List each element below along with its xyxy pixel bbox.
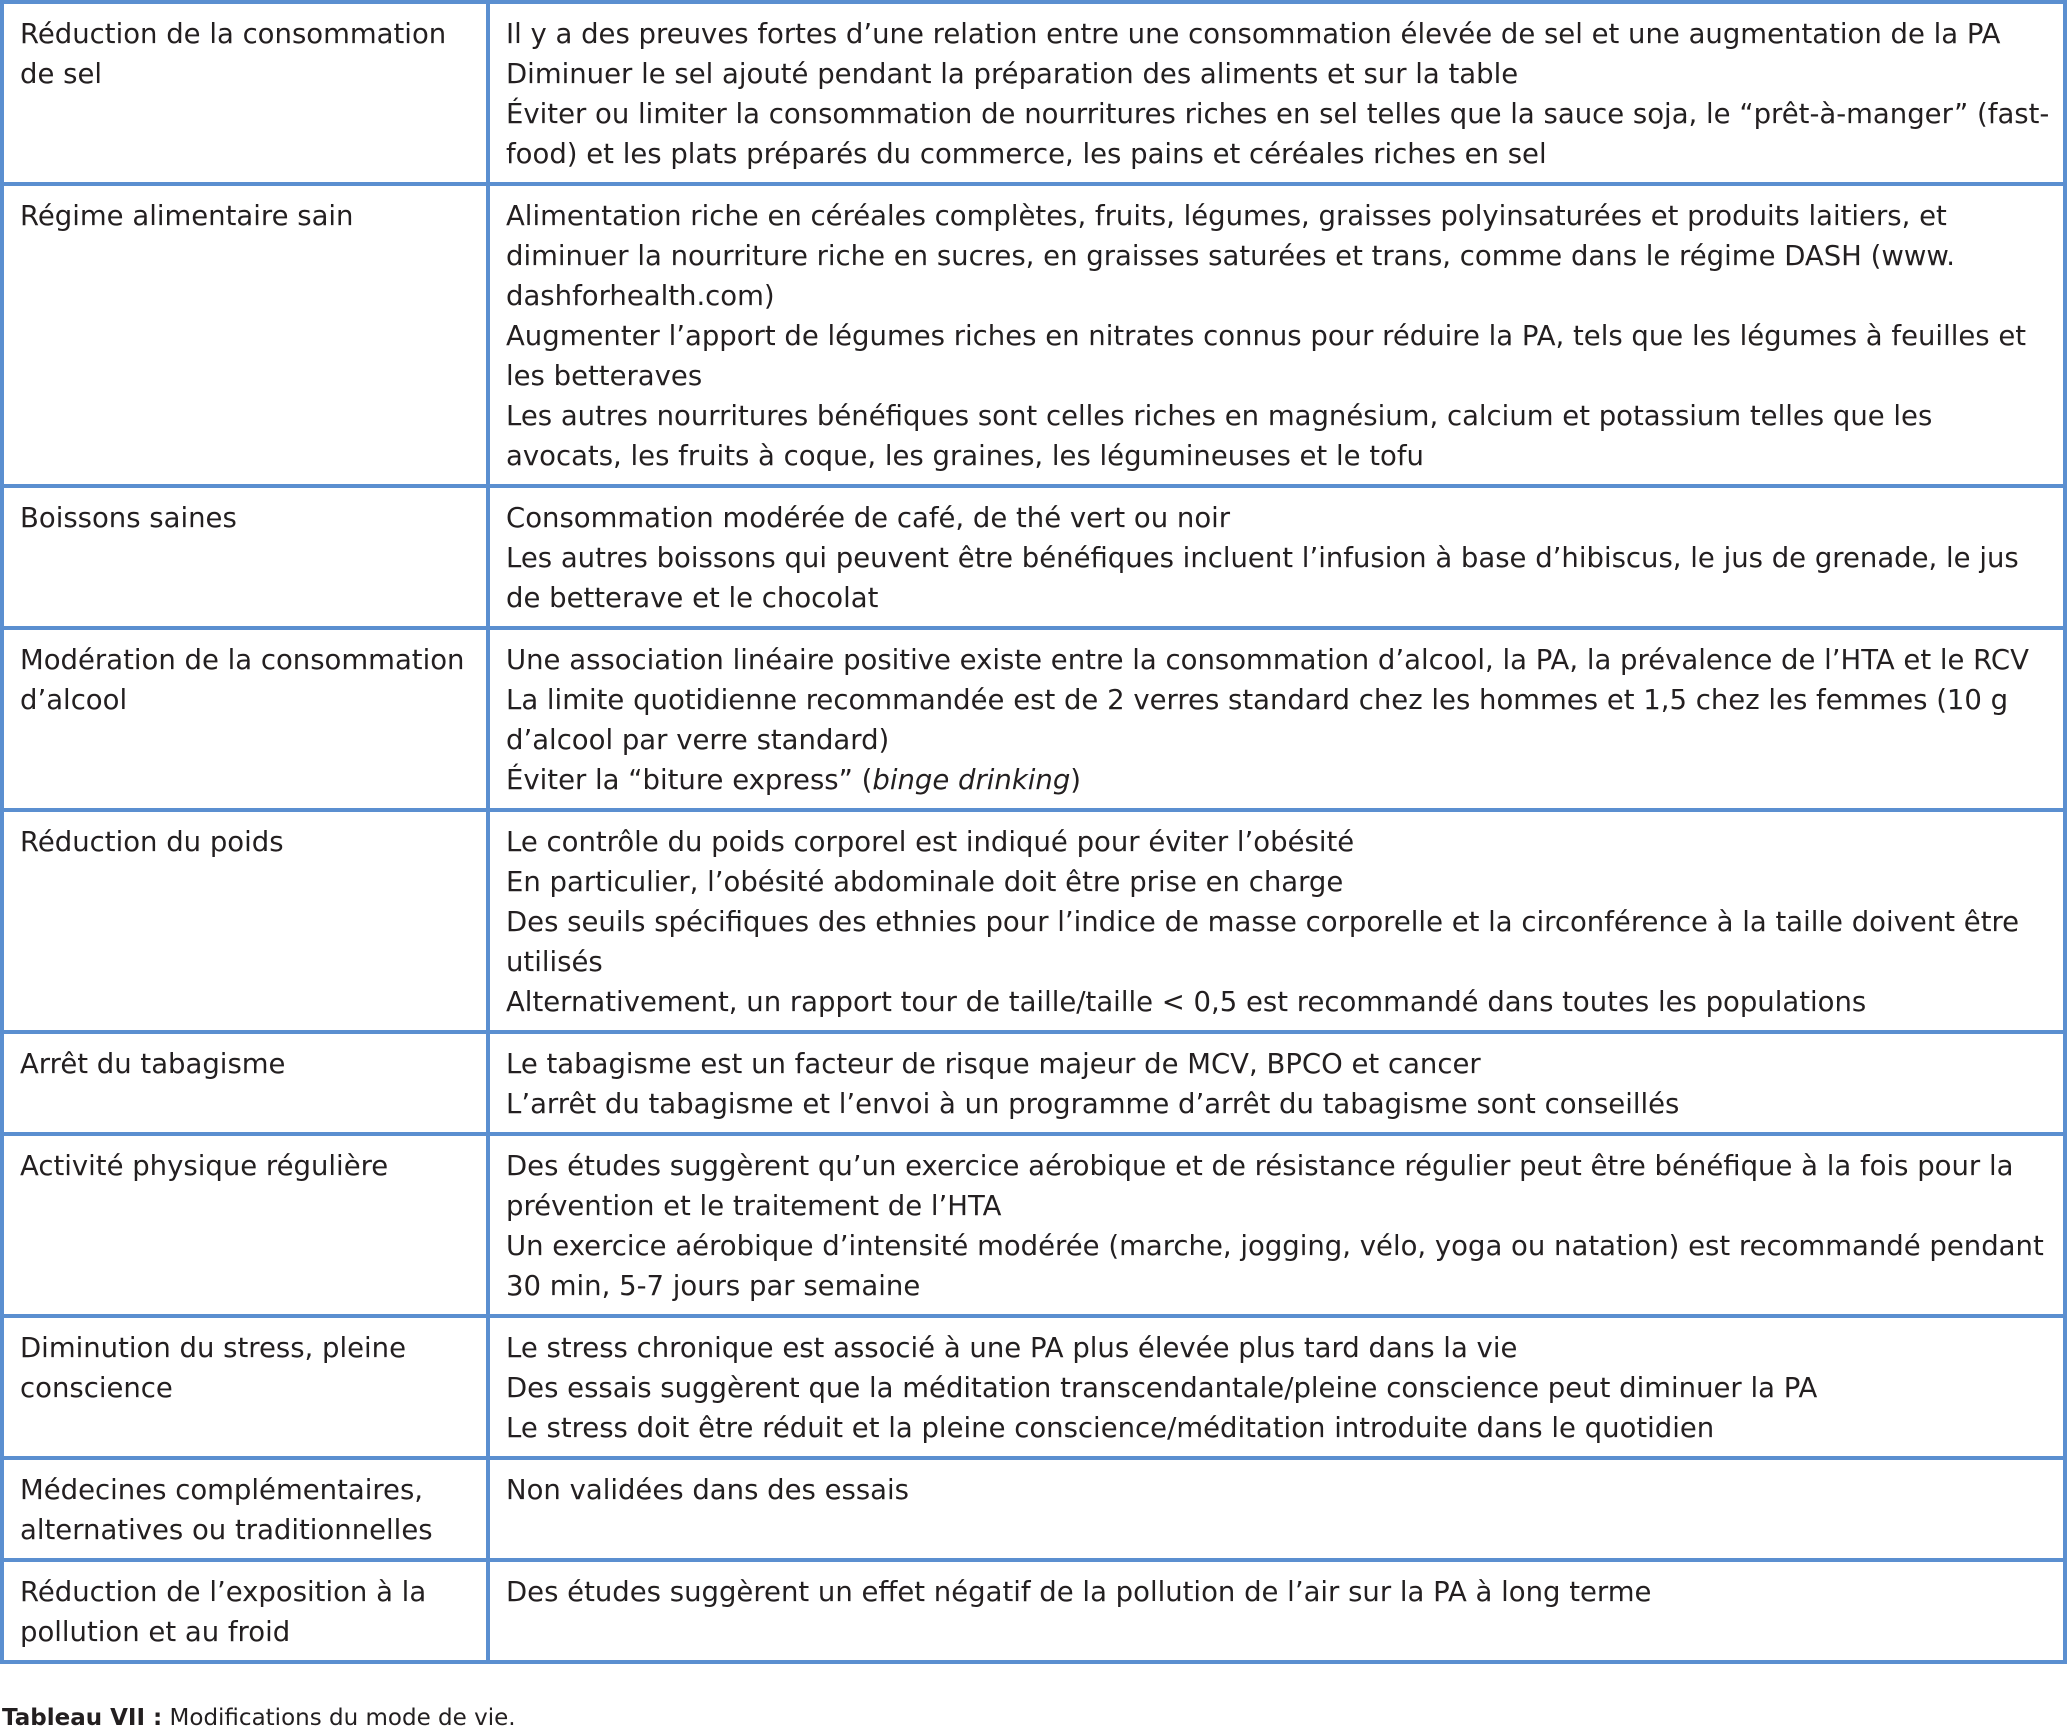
table-row: [2, 1032, 2065, 1134]
table-row: [2, 628, 2065, 810]
detail-line: Éviter ou limiter la consommation de nourritures riches en sel telles que la sauce soja, le “prêt-à-manger” (fast-food) et les plats préparés du commerce, les pains et céréales riches en sel: [506, 98, 2050, 170]
table-row: [2, 1560, 2065, 1662]
category-cell: Activité physique régulière: [2, 1134, 488, 1316]
details-cell: [488, 184, 2065, 486]
detail-line-binge-drinking: [506, 760, 2053, 800]
category-cell: Réduction de la consommation de sel: [2, 2, 488, 184]
detail-line: Diminuer le sel ajouté pendant la préparation des aliments et sur la table: [506, 58, 1519, 90]
detail-text-before: Éviter la “biture express” (: [506, 764, 873, 796]
detail-line: Des études suggèrent qu’un exercice aérobique et de résistance régulier peut être bénéfique à la fois pour la prévention et le traitement de l’HTA: [506, 1150, 2014, 1222]
detail-line: Le contrôle du poids corporel est indiqué pour éviter l’obésité: [506, 826, 1355, 858]
detail-line: Non validées dans des essais: [506, 1474, 909, 1506]
category-cell: Médecines complémentaires, alternatives ou traditionnelles: [2, 1458, 488, 1560]
details-cell: [488, 486, 2065, 628]
table-row: [2, 1134, 2065, 1316]
detail-line: Une association linéaire positive existe entre la consommation d’alcool, la PA, la prévalence de l’HTA et le RCV: [506, 644, 2029, 676]
detail-line: Les autres boissons qui peuvent être bénéfiques incluent l’infusion à base d’hibiscus, le jus de grenade, le jus de betterave et le chocolat: [506, 542, 2019, 614]
detail-line: Augmenter l’apport de légumes riches en nitrates connus pour réduire la PA, tels que les légumes à feuilles et les betteraves: [506, 320, 2027, 392]
category-cell: Boissons saines: [2, 486, 488, 628]
category-cell: Réduction de l’exposition à la pollution et au froid: [2, 1560, 488, 1662]
detail-line: Consommation modérée de café, de thé vert ou noir: [506, 502, 1231, 534]
table-row: [2, 184, 2065, 486]
detail-line: Un exercice aérobique d’intensité modérée (marche, jogging, vélo, yoga ou natation) est recommandé pendant 30 min, 5-7 jours par semaine: [506, 1230, 2044, 1302]
details-cell: [488, 1458, 2065, 1560]
details-cell: [488, 2, 2065, 184]
details-cell: [488, 628, 2065, 810]
detail-line: Le stress doit être réduit et la pleine conscience/méditation introduite dans le quotidien: [506, 1412, 1715, 1444]
detail-line: Alternativement, un rapport tour de taille/taille < 0,5 est recommandé dans toutes les populations: [506, 986, 1867, 1018]
category-cell: Réduction du poids: [2, 810, 488, 1032]
detail-line: Des seuils spécifiques des ethnies pour l’indice de masse corporelle et la circonférence à la taille doivent être utilisés: [506, 906, 2020, 978]
table-row: [2, 2, 2065, 184]
details-cell: [488, 1560, 2065, 1662]
table-caption: [2, 1704, 516, 1732]
caption-text: Modifications du mode de vie.: [162, 1705, 516, 1731]
details-cell: [488, 810, 2065, 1032]
table-row: [2, 486, 2065, 628]
category-cell: Diminution du stress, pleine conscience: [2, 1316, 488, 1458]
table-row: [2, 1316, 2065, 1458]
table-row: [2, 810, 2065, 1032]
category-cell: Arrêt du tabagisme: [2, 1032, 488, 1134]
detail-text-italic: binge drinking: [872, 764, 1071, 796]
caption-label: Tableau VII :: [2, 1705, 163, 1731]
category-cell: Régime alimentaire sain: [2, 184, 488, 486]
category-cell: Modération de la consommation d’alcool: [2, 628, 488, 810]
detail-line: L’arrêt du tabagisme et l’envoi à un programme d’arrêt du tabagisme sont conseillés: [506, 1088, 1680, 1120]
details-cell: [488, 1316, 2065, 1458]
table-row: [2, 1458, 2065, 1560]
detail-line: Le stress chronique est associé à une PA plus élevée plus tard dans la vie: [506, 1332, 1518, 1364]
detail-line: Les autres nourritures bénéfiques sont celles riches en magnésium, calcium et potassium telles que les avocats, les fruits à coque, les graines, les légumineuses et le tofu: [506, 400, 1933, 472]
detail-line: La limite quotidienne recommandée est de 2 verres standard chez les hommes et 1,5 chez les femmes (10 g d’alcool par verre standard): [506, 684, 2009, 756]
detail-line: Alimentation riche en céréales complètes, fruits, légumes, graisses polyinsaturées et produits laitiers, et diminuer la nourriture riche en sucres, en graisses saturées et trans, comme dans le régime DASH (www. dashforhealth.com): [506, 200, 1956, 312]
detail-line: Des essais suggèrent que la méditation transcendantale/pleine conscience peut diminuer la PA: [506, 1372, 1818, 1404]
detail-line: Il y a des preuves fortes d’une relation entre une consommation élevée de sel et une augmentation de la PA: [506, 18, 2001, 50]
details-cell: [488, 1134, 2065, 1316]
detail-line: En particulier, l’obésité abdominale doit être prise en charge: [506, 866, 1344, 898]
details-cell: [488, 1032, 2065, 1134]
detail-text-after: ): [1070, 764, 1082, 796]
detail-line: Le tabagisme est un facteur de risque majeur de MCV, BPCO et cancer: [506, 1048, 1481, 1080]
detail-line: Des études suggèrent un effet négatif de la pollution de l’air sur la PA à long terme: [506, 1576, 1652, 1608]
